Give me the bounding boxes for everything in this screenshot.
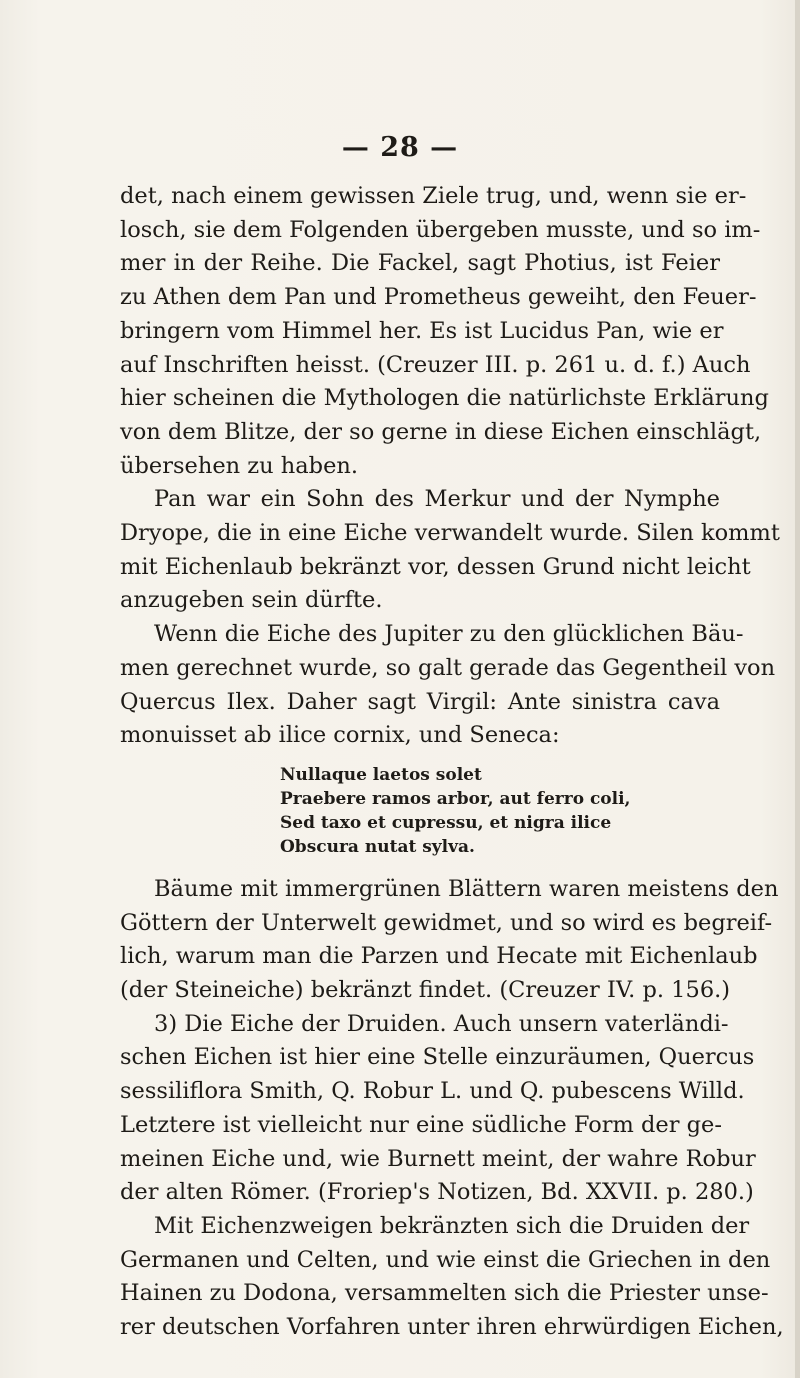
text-line: Dryope, die in eine Eiche verwandelt wurde. Silen kommt: [120, 520, 780, 547]
text-line: Wenn die Eiche des Jupiter zu den glücklichen Bäu-: [154, 621, 744, 648]
text-line: lich, warum man die Parzen und Hecate mit Eichenlaub: [120, 943, 758, 970]
text-line: von dem Blitze, der so gerne in diese Eichen einschlägt,: [120, 418, 762, 445]
text-line: Hainen zu Dodona, versammelten sich die Priester unse-: [120, 1280, 769, 1307]
text-line: men gerechnet wurde, so galt gerade das Gegentheil von: [120, 654, 776, 681]
text-line: auf Inschriften heisst. (Creuzer III. p. 261 u. d. f.) Auch: [120, 351, 751, 378]
text-line: (der Steineiche) bekränzt findet. (Creuzer IV. p. 156.): [120, 977, 731, 1004]
text-line: schen Eichen ist hier eine Stelle einzuräumen, Quercus: [120, 1044, 755, 1071]
text-line: bringern vom Himmel her. Es ist Lucidus Pan, wie er: [120, 317, 724, 344]
text-line: mit Eichenlaub bekränzt vor, dessen Grund nicht leicht: [120, 553, 751, 580]
text-line: rer deutschen Vorfahren unter ihren ehrwürdigen Eichen,: [120, 1314, 784, 1341]
text-line: losch, sie dem Folgenden übergeben musste, und so im-: [120, 216, 761, 243]
text-line: Göttern der Unterwelt gewidmet, und so wird es begreif-: [120, 909, 773, 936]
verse-quote: [280, 763, 720, 859]
text-line: mer in der Reihe. Die Fackel, sagt Photius, ist Feier: [120, 250, 720, 277]
verse-line: Praebere ramos arbor, aut ferro coli,: [280, 788, 631, 809]
body-text: [120, 180, 784, 1345]
text-line: Germanen und Celten, und wie einst die Griechen in den: [120, 1246, 771, 1273]
text-line: Mit Eichenzweigen bekränzten sich die Druiden der: [154, 1212, 750, 1239]
text-line: übersehen zu haben.: [120, 452, 359, 479]
text-line: sessiliflora Smith, Q. Robur L. und Q. pubescens Willd.: [120, 1078, 745, 1105]
page-edge: [795, 0, 800, 1378]
verse-line: Nullaque laetos solet: [280, 764, 482, 785]
text-line: Letztere ist vielleicht nur eine südliche Form der ge-: [120, 1111, 722, 1138]
text-line: det, nach einem gewissen Ziele trug, und, wenn sie er-: [120, 183, 747, 209]
text-line: hier scheinen die Mythologen die natürlichste Erklärung: [120, 385, 769, 412]
verse-line: Obscura nutat sylva.: [280, 836, 475, 857]
text-line: 3) Die Eiche der Druiden. Auch unsern vaterländi-: [154, 1010, 729, 1037]
text-line: Quercus Ilex. Daher sagt Virgil: Ante sinistra cava: [120, 688, 720, 715]
text-line: monuisset ab ilice cornix, und Seneca:: [120, 722, 560, 749]
text-line: anzugeben sein dürfte.: [120, 587, 383, 614]
text-line: Bäume mit immergrünen Blättern waren meistens den: [154, 875, 779, 902]
verse-line: Sed taxo et cupressu, et nigra ilice: [280, 812, 612, 833]
text-line: meinen Eiche und, wie Burnett meint, der wahre Robur: [120, 1145, 756, 1172]
text-line: Pan war ein Sohn des Merkur und der Nymphe: [154, 486, 720, 513]
text-line: zu Athen dem Pan und Prometheus geweiht, den Feuer-: [120, 284, 757, 311]
text-line: der alten Römer. (Froriep's Notizen, Bd. XXVII. p. 280.): [120, 1179, 754, 1206]
page-number: — 28 —: [341, 132, 459, 163]
